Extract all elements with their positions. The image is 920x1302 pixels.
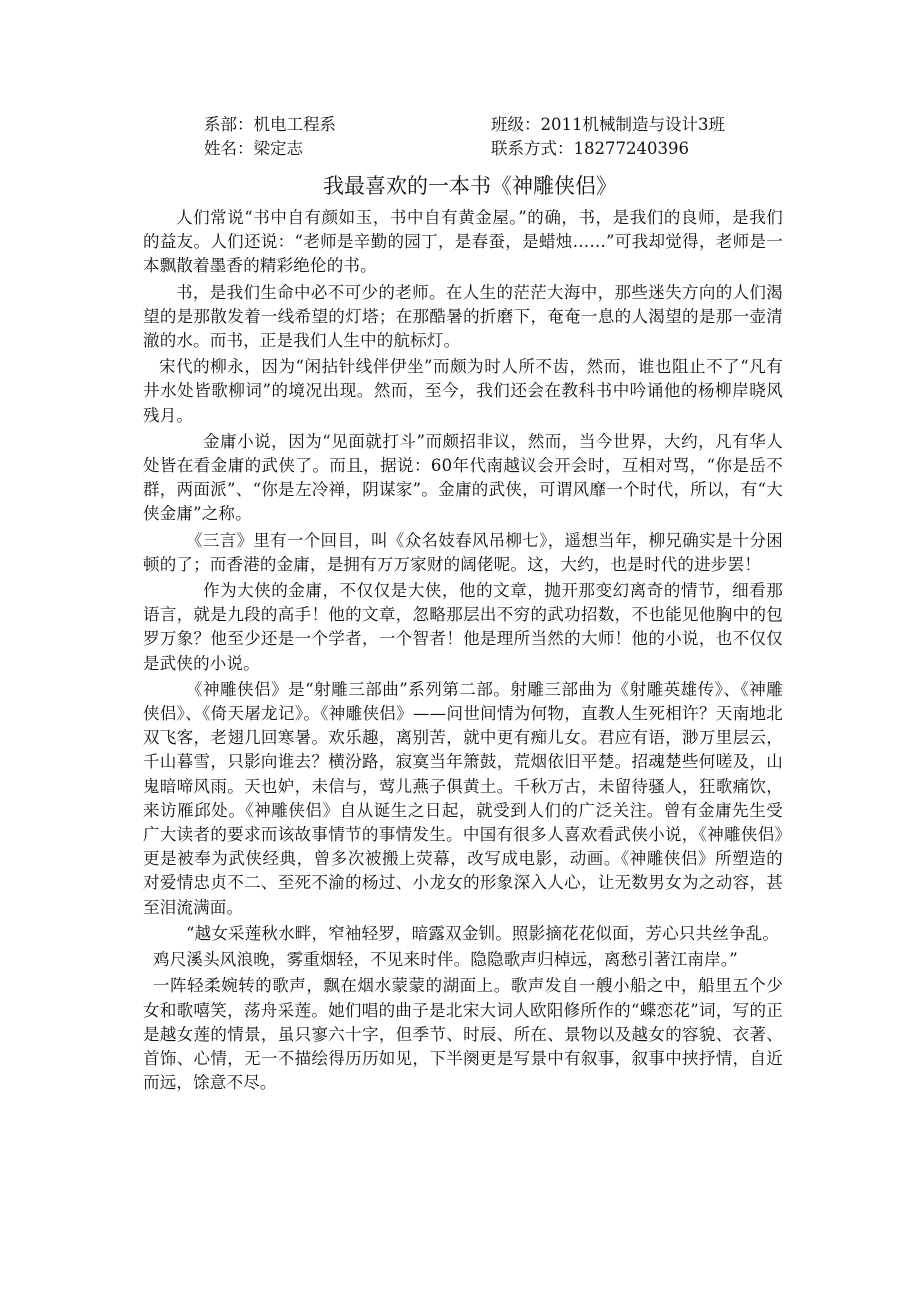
paragraph: 《神雕侠侣》是“射雕三部曲”系列第二部。射雕三部曲为《射雕英雄传》、《神雕侠侣》、《倚天屠龙记》。《神雕侠侣》——问世间情为何物，直教人生死相许？天南地北双飞客，老翅几回寒暑。欢乐趣，离别苦，就中更有痴儿女。君应有语，渺万里层云，千山暮雪，只影向谁去？横汾路，寂寞当年箫鼓，荒烟依旧平楚。招魂楚些何嗟及，山鬼暗啼风雨。天也妒，未信与，莺儿燕子俱黄土。千秋万古，未留待骚人，狂歌痛饮，来访雁邱处。《神雕侠侣》自从诞生之日起，就受到人们的广泛关注。曾有金庸先生受广大读者的要求而该故事情节的事情发生。中国有很多人喜欢看武侠小说，《神雕侠侣》更是被奉为武侠经典，曾多次被搬上荧幕，改写成电影，动画。《神雕侠侣》所塑造的对爱情忠贞不二、至死不渝的杨过、小龙女的形象深入人心，让无数男女为之动容，甚至泪流满面。: [143, 679, 783, 917]
paragraph: 人们常说“书中自有颜如玉，书中自有黄金屋。”的确，书，是我们的良师，是我们的益友。人们还说：“老师是辛勤的园丁，是春蚕，是蜡烛……”可我却觉得，老师是一本飘散着墨香的精彩绝伦的书。: [143, 208, 783, 276]
class-label: 班级：2011机械制造与设计3班: [491, 115, 725, 134]
paragraph: 宋代的柳永，因为“闲拈针线伴伊坐”而颇为时人所不齿，然而，谁也阻止不了“凡有井水处皆歌柳词”的境况出现。然而，至今，我们还会在教科书中吟诵他的杨柳岸晓风残月。: [143, 357, 783, 425]
paragraph: “越女采莲秋水畔，窄袖轻罗，暗露双金钏。照影摘花花似面，芳心只共丝争乱。: [186, 923, 780, 943]
paragraph: 《三言》里有一个回目，叫《众名妓春风吊柳七》，遥想当年，柳兄确实是十分困顿的了；而香港的金庸，是拥有万万家财的阔佬呢。这，大约，也是时代的进步罢！: [143, 530, 783, 574]
paragraph: 一阵轻柔婉转的歌声，飘在烟水蒙蒙的湖面上。歌声发自一艘小船之中，船里五个少女和歌嘻笑，荡舟采莲。她们唱的曲子是北宋大词人欧阳修所作的“蝶恋花”词，写的正是越女莲的情景，虽只寥六十字，但季节、时辰、所在、景物以及越女的容貌、衣著、首饰、心情，无一不描绘得历历如见，下半阕更是写景中有叙事，叙事中挟抒情，自近而远，馀意不尽。: [143, 976, 783, 1093]
paragraph: 金庸小说，因为“见面就打斗”而颇招非议，然而，当今世界，大约，凡有华人处皆在看金庸的武侠了。而且，据说：60年代南越议会开会时，互相对骂，“你是岳不群，两面派”、“你是左冷禅，阴谋家”。金庸的武侠，可谓风靡一个时代，所以，有“大侠金庸”之称。: [143, 431, 783, 524]
contact-label: 联系方式：18277240396: [491, 139, 689, 158]
essay-body: [143, 206, 783, 1097]
department-label: 系部：机电工程系: [204, 115, 336, 134]
paragraph: 书，是我们生命中必不可少的老师。在人生的茫茫大海中，那些迷失方向的人们渴望的是那散发着一线希望的灯塔；在那酷暑的折磨下，奄奄一息的人渴望的是那一壶清澈的水。而书，正是我们人生中的航标灯。: [143, 282, 783, 351]
paragraph: 作为大侠的金庸，不仅仅是大侠，他的文章，抛开那变幻离奇的情节，细看那语言，就是九段的高手！他的文章，忽略那层出不穷的武功招数，不也能见他胸中的包罗万象？他至少还是一个学者，一个智者！他是理所当然的大师！他的小说，也不仅仅是武侠的小说。: [143, 581, 783, 673]
paragraph: 鸡尺溪头风浪晚，雾重烟轻，不见来时伴。隐隐歌声归棹远，离愁引著江南岸。”: [153, 950, 738, 970]
name-label: 姓名：梁定志: [204, 139, 303, 158]
essay-title: 我最喜欢的一本书《神雕侠侣》: [323, 174, 617, 198]
